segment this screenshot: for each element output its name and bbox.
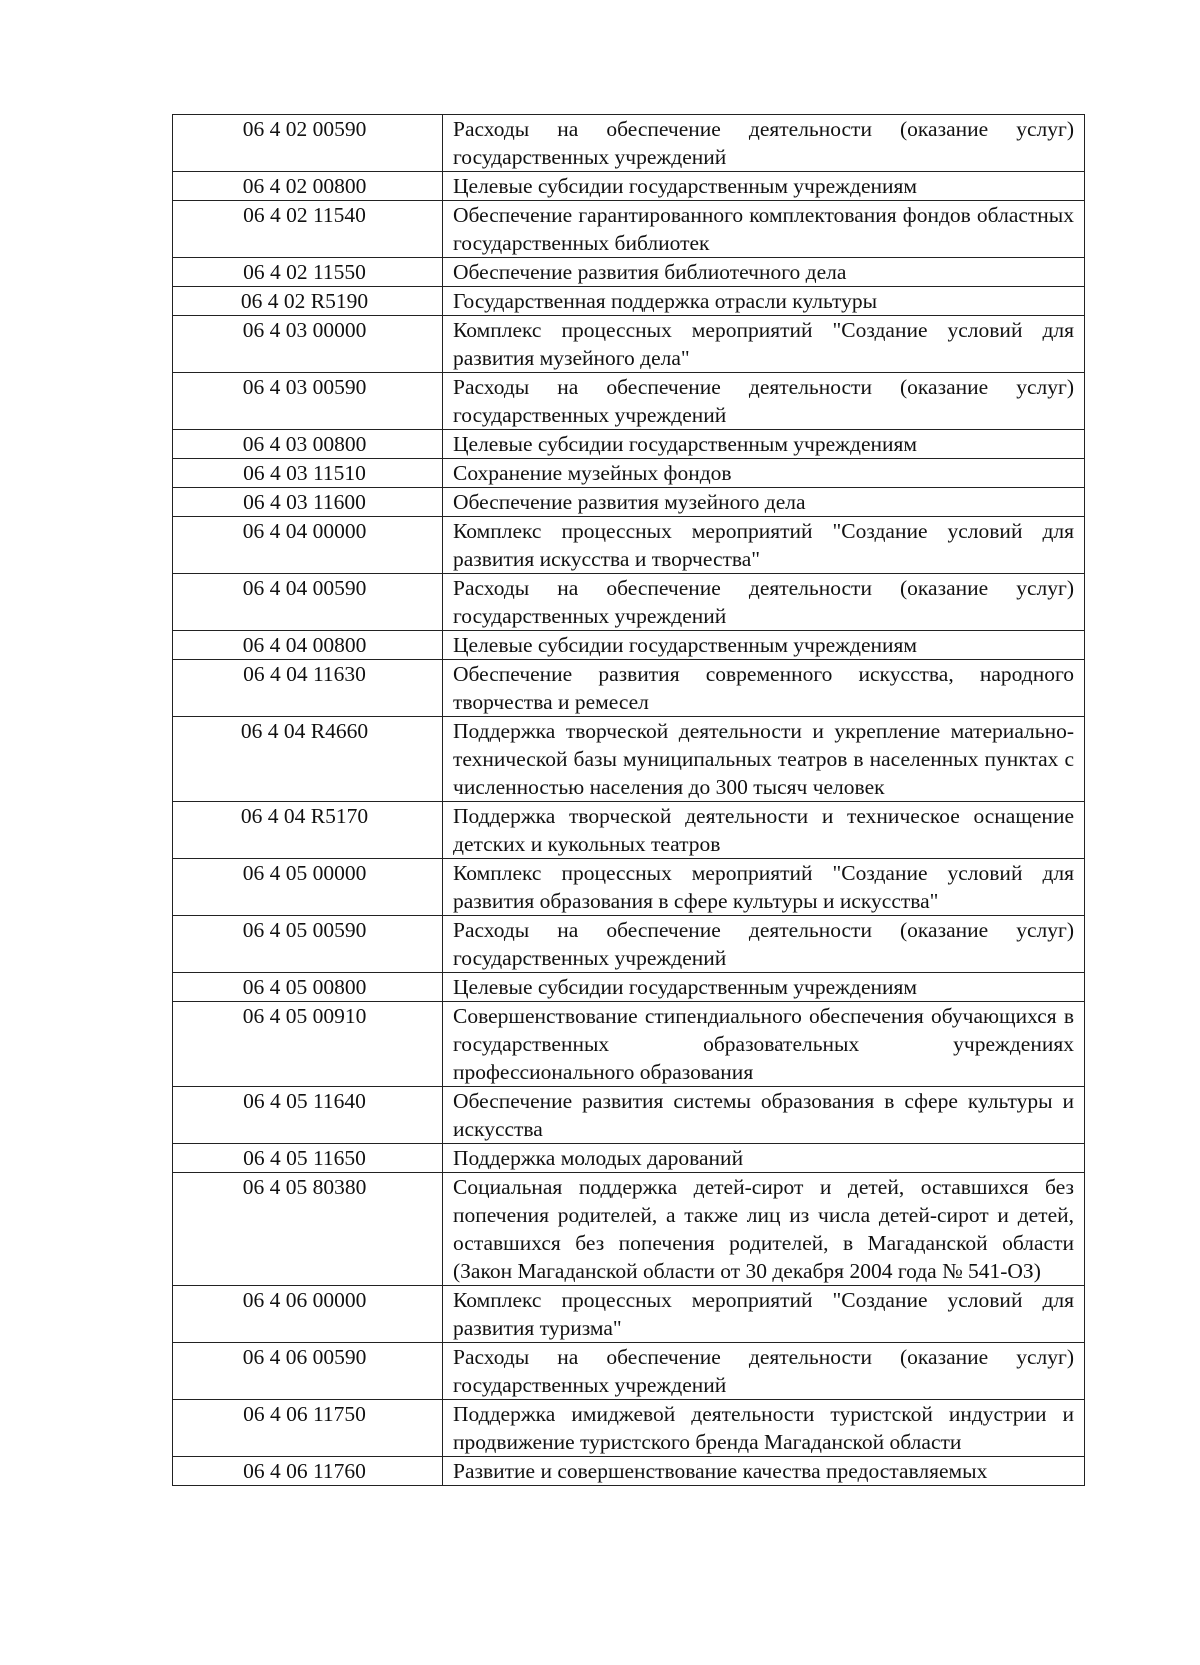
expense-code-cell: 06 4 05 11640 <box>173 1087 443 1144</box>
table-row <box>173 488 1085 517</box>
table-row <box>173 1400 1085 1457</box>
expense-name-cell: Государственная поддержка отрасли культуры <box>443 287 1085 316</box>
table-row <box>173 802 1085 859</box>
expense-code-cell: 06 4 04 00590 <box>173 574 443 631</box>
table-row <box>173 201 1085 258</box>
expense-code-cell: 06 4 03 00000 <box>173 316 443 373</box>
expense-name-cell: Расходы на обеспечение деятельности (оказание услуг) государственных учреждений <box>443 373 1085 430</box>
expense-name-cell: Поддержка творческой деятельности и укрепление материально-технической базы муниципальных театров в населенных пунктах с численностью населения до 300 тысяч человек <box>443 717 1085 802</box>
expense-code-cell: 06 4 05 00910 <box>173 1002 443 1087</box>
expense-name-cell: Комплекс процессных мероприятий "Создание условий для развития музейного дела" <box>443 316 1085 373</box>
table-row <box>173 258 1085 287</box>
expense-name-cell: Комплекс процессных мероприятий "Создание условий для развития образования в сфере культуры и искусства" <box>443 859 1085 916</box>
expense-name-cell: Целевые субсидии государственным учреждениям <box>443 973 1085 1002</box>
expense-code-cell: 06 4 03 11510 <box>173 459 443 488</box>
expense-code-cell: 06 4 02 11550 <box>173 258 443 287</box>
expense-code-cell: 06 4 04 R4660 <box>173 717 443 802</box>
expense-code-cell: 06 4 02 R5190 <box>173 287 443 316</box>
expense-name-cell: Целевые субсидии государственным учреждениям <box>443 631 1085 660</box>
expense-code-cell: 06 4 02 00800 <box>173 172 443 201</box>
table-row <box>173 574 1085 631</box>
expense-code-cell: 06 4 05 11650 <box>173 1144 443 1173</box>
expense-name-cell: Расходы на обеспечение деятельности (оказание услуг) государственных учреждений <box>443 115 1085 172</box>
table-row <box>173 631 1085 660</box>
expense-code-cell: 06 4 06 00000 <box>173 1286 443 1343</box>
table-row <box>173 172 1085 201</box>
expense-name-cell: Расходы на обеспечение деятельности (оказание услуг) государственных учреждений <box>443 1343 1085 1400</box>
expense-code-cell: 06 4 06 11750 <box>173 1400 443 1457</box>
budget-codes-table <box>172 114 1085 1486</box>
table-row <box>173 1343 1085 1400</box>
table-body <box>173 115 1085 1486</box>
expense-name-cell: Поддержка молодых дарований <box>443 1144 1085 1173</box>
table-row <box>173 115 1085 172</box>
expense-code-cell: 06 4 03 00590 <box>173 373 443 430</box>
expense-code-cell: 06 4 02 00590 <box>173 115 443 172</box>
table-row <box>173 287 1085 316</box>
table-row <box>173 916 1085 973</box>
table-row <box>173 1286 1085 1343</box>
table-row <box>173 373 1085 430</box>
expense-code-cell: 06 4 06 11760 <box>173 1457 443 1486</box>
table-row <box>173 1144 1085 1173</box>
table-row <box>173 1457 1085 1486</box>
expense-code-cell: 06 4 05 00000 <box>173 859 443 916</box>
expense-name-cell: Комплекс процессных мероприятий "Создание условий для развития туризма" <box>443 1286 1085 1343</box>
table-row <box>173 1002 1085 1087</box>
expense-code-cell: 06 4 05 00590 <box>173 916 443 973</box>
expense-name-cell: Обеспечение гарантированного комплектования фондов областных государственных библиотек <box>443 201 1085 258</box>
expense-code-cell: 06 4 04 11630 <box>173 660 443 717</box>
expense-name-cell: Расходы на обеспечение деятельности (оказание услуг) государственных учреждений <box>443 574 1085 631</box>
expense-name-cell: Обеспечение развития библиотечного дела <box>443 258 1085 287</box>
expense-name-cell: Поддержка творческой деятельности и техническое оснащение детских и кукольных театров <box>443 802 1085 859</box>
expense-name-cell: Комплекс процессных мероприятий "Создание условий для развития искусства и творчества" <box>443 517 1085 574</box>
table-row <box>173 459 1085 488</box>
table-row <box>173 1087 1085 1144</box>
expense-code-cell: 06 4 03 11600 <box>173 488 443 517</box>
expense-code-cell: 06 4 06 00590 <box>173 1343 443 1400</box>
expense-name-cell: Сохранение музейных фондов <box>443 459 1085 488</box>
expense-name-cell: Совершенствование стипендиального обеспечения обучающихся в государственных образовательных учреждениях профессионального образования <box>443 1002 1085 1087</box>
expense-code-cell: 06 4 05 80380 <box>173 1173 443 1286</box>
table-row <box>173 660 1085 717</box>
table-row <box>173 430 1085 459</box>
expense-code-cell: 06 4 02 11540 <box>173 201 443 258</box>
table-row <box>173 859 1085 916</box>
table-row <box>173 316 1085 373</box>
expense-name-cell: Расходы на обеспечение деятельности (оказание услуг) государственных учреждений <box>443 916 1085 973</box>
expense-code-cell: 06 4 05 00800 <box>173 973 443 1002</box>
expense-name-cell: Обеспечение развития музейного дела <box>443 488 1085 517</box>
expense-code-cell: 06 4 04 00000 <box>173 517 443 574</box>
table-row <box>173 717 1085 802</box>
table-row <box>173 517 1085 574</box>
expense-code-cell: 06 4 03 00800 <box>173 430 443 459</box>
expense-name-cell: Социальная поддержка детей-сирот и детей, оставшихся без попечения родителей, а также лиц из числа детей-сирот и детей, оставшихся без попечения родителей, в Магаданской области (Закон Магаданской области от 30 декабря 2004 года № 541-ОЗ) <box>443 1173 1085 1286</box>
expense-name-cell: Целевые субсидии государственным учреждениям <box>443 172 1085 201</box>
expense-code-cell: 06 4 04 00800 <box>173 631 443 660</box>
expense-name-cell: Поддержка имиджевой деятельности туристской индустрии и продвижение туристского бренда Магаданской области <box>443 1400 1085 1457</box>
expense-name-cell: Обеспечение развития системы образования в сфере культуры и искусства <box>443 1087 1085 1144</box>
expense-code-cell: 06 4 04 R5170 <box>173 802 443 859</box>
table-row <box>173 973 1085 1002</box>
table-row <box>173 1173 1085 1286</box>
expense-name-cell: Целевые субсидии государственным учреждениям <box>443 430 1085 459</box>
expense-name-cell: Развитие и совершенствование качества предоставляемых <box>443 1457 1085 1486</box>
expense-name-cell: Обеспечение развития современного искусства, народного творчества и ремесел <box>443 660 1085 717</box>
